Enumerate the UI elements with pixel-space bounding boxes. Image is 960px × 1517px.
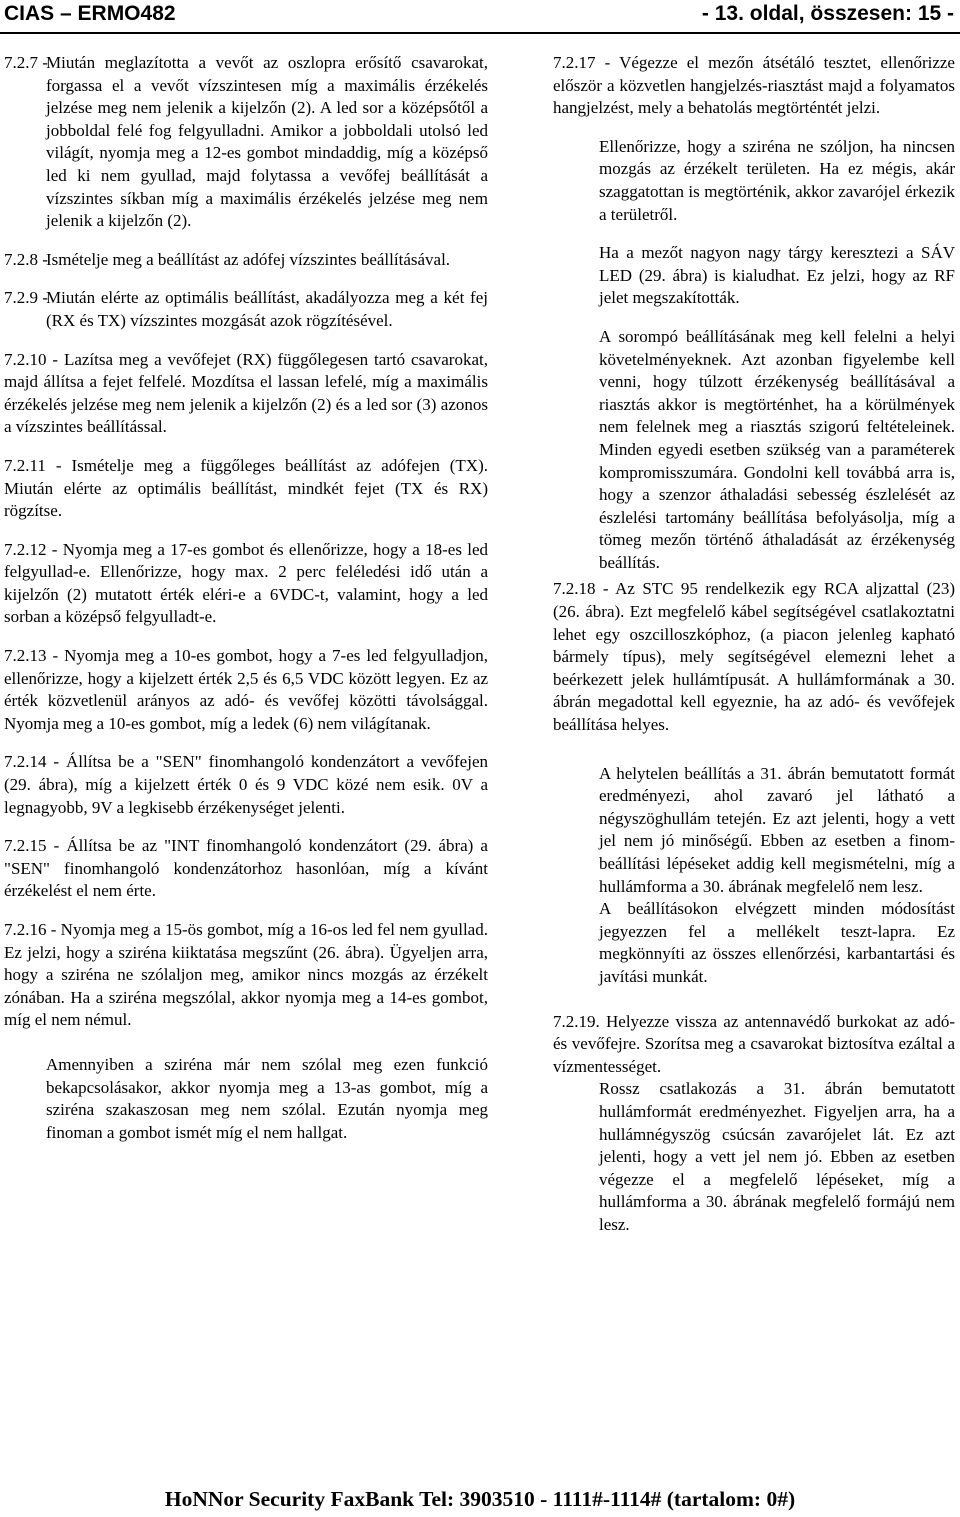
section-number: 7.2.18 - <box>553 579 616 599</box>
section-body: Állítsa be a "SEN" finomhangoló kondenzátort a vevőfejen (29. ábra), míg a kijelzett érték 0 és 9 VDC közé nem esik. 0V a legnagyobb, 9V a legkisebb érzékenységet jelenti. <box>4 752 488 817</box>
section-text: Miután elérte az optimális beállítást, akadályozza meg a két fej (RX és TX) vízszintes mozgását azok rögzítésével. <box>46 288 488 330</box>
section-number: 7.2.16 - <box>4 920 61 939</box>
section-number: 7.2.19. <box>553 1011 606 1031</box>
paragraph: A beállításokon elvégzett minden módosítást jegyezzen fel a mellékelt teszt-lapra. Ez megkönnyíti az összes ellenőrzési, karbantartási és javítási munkát. <box>599 899 955 986</box>
section-number: 7.2.17 - <box>553 53 620 72</box>
section-number: 7.2.8 - <box>4 249 53 269</box>
section-body: Állítsa be az "INT finomhangoló kondenzátort (29. ábra) a "SEN" finomhangoló kondenzátorhoz hasonlóan, míg a kívánt érzékelést el nem érte. <box>4 836 488 901</box>
paragraph: A helytelen beállítás a 31. ábrán bemutatott formát eredményezi, ahol zavaró jel látható a négyszöghullám tetején. Ez azt jelenti, hogy a vett jel nem jó minőségű. Ebben az esetben a finom-beállítási lépéseket addig kell megismételni, míg a hullámforma a 30. ábrának megfelelő nem lesz. <box>599 763 955 896</box>
section-text: Ismételje meg a beállítást az adófej vízszintes beállításával. <box>46 249 451 269</box>
section-body: Az STC 95 rendelkezik egy RCA aljzattal (23) (26. ábra). Ezt megfelelő kábel segítségével csatlakoztatni lehet egy oszcilloszkóphoz, (a piacon jelenleg kapható bármely típus), mely segítségével elemezni lehet a beérkezett jelek hullámtípusát. A hullámformának a 30. ábrán megadottal kell egyeznie, ha az adó- és vevőfejek beállítása helyes. <box>553 579 955 735</box>
section-7-2-11 <box>4 455 488 523</box>
section-text <box>4 539 488 629</box>
siren-paragraph: Amennyiben a sziréna már nem szólal meg ezen funkció bekapcsolásakor, akkor nyomja meg a 13-as gombot, míg a sziréna szakaszosan meg nem szólal. Ezután nyomja meg finoman a gombot ismét míg el nem hallgat. <box>46 1054 488 1142</box>
section-number: 7.2.15 - <box>4 836 67 856</box>
right-column <box>553 52 955 1253</box>
section-number: 7.2.12 - <box>4 539 63 559</box>
section-text <box>553 52 955 120</box>
section-body: Nyomja meg a 10-es gombot, hogy a 7-es led felgyulladjon, ellenőrizze, hogy a kijelzett érték 2,5 és 6,5 VDC között legyen. Ez az érték közvetlenül arányos az adó- és vevőfej közötti távolsággal. Nyomja meg a 10-es gombot, míg a ledek (6) nem világítanak. <box>4 646 488 733</box>
section-text <box>4 455 488 523</box>
section-text <box>4 919 488 1032</box>
section-body: Nyomja meg a 17-es gombot és ellenőrizze, hogy a 18-es led felgyullad-e. Ellenőrizze, hogy max. 2 perc feléledési idő után a kijelzőn (2) mutatott érték eléri-e a 6VDC-t, valamint, hogy a led sorban a középső felgyulladt-e. <box>4 539 488 627</box>
page-header <box>0 0 960 34</box>
paragraph: A sorompó beállításának meg kell felelni a helyi követelményeknek. Azt azonban figyelembe kell venni, hogy túlzott érzékenység beállításával a riasztás akkor is megtörténhet, ha a körülmények nem felelnek meg a riasztás szigorú feltételeinek. Minden egyedi esetben szükség van a paraméterek kompromisszumára. Gondolni kell továbbá arra is, hogy a szenzor áthaladási sebesség észlelését az észlelési tartomány beállítása befolyásolja, míg a tömeg mezőn történő áthaladását az érzékenység beállítás. <box>599 326 955 572</box>
section-7-2-19 <box>553 1011 955 1079</box>
section-number: 7.2.9 - <box>4 288 53 308</box>
section-7-2-13 <box>4 645 488 735</box>
section-text <box>553 578 955 736</box>
section-body: Lazítsa meg a vevőfejet (RX) függőlegesen tartó csavarokat, majd állítsa a fejet felfelé. Mozdítsa el lassan lefelé, míg a maximális érzékelés jelzése meg nem jelenik a kijelzőn (2) és a led sor (3) azonos a vízszintes beállítással. <box>4 349 488 437</box>
paragraph: Rossz csatlakozás a 31. ábrán bemutatott hullámformát eredményezhet. Figyeljen arra, ha a hullámnégyszög csúcsán zavarójelet lát. Ez azt jelenti, hogy a vett jel nem jó. Ebben az esetben végezze el a megfelelő lépéseket, míg a hullámforma a 30. ábrának megfelelő formájú nem lesz. <box>599 1079 955 1234</box>
section-7-2-10 <box>4 349 488 439</box>
section-text <box>4 645 488 735</box>
section-7-2-18 <box>553 578 955 736</box>
section-body: Nyomja meg a 15-ös gombot, míg a 16-os led fel nem gyullad. Ez jelzi, hogy a sziréna kiiktatása megszűnt (26. ábra). Ügyeljen arra, hogy a sziréna ne szólaljon meg, amikor nincs mozgás az érzékelt zónában. Ha a sziréna megszólal, akkor nyomja meg a 14-es gombot, míg el nem némul. <box>4 920 488 1030</box>
section-7-2-9 <box>4 287 488 332</box>
page-footer: HoNNor Security FaxBank Tel: 3903510 - 1111#-1114# (tartalom: 0#) <box>164 1487 796 1511</box>
section-body: Végezze el mezőn átsétáló tesztet, ellenőrizze először a közvetlen hangjelzés-riasztást majd a folyamatos hangjelzést, mely a behatolás megtörténtét jelzi. <box>553 53 955 118</box>
section-text <box>4 349 488 439</box>
section-7-2-17 <box>553 52 955 120</box>
section-7-2-15 <box>4 835 488 903</box>
paragraph: Ellenőrizze, hogy a sziréna ne szóljon, ha nincsen mozgás az érzékelt területen. Ha ez mégis, akár szaggatottan is megtörténik, akkor zavarójel érkezik a területről. <box>599 136 955 224</box>
document-title: CIAS – ERMO482 <box>4 2 176 25</box>
section-7-2-12 <box>4 539 488 629</box>
section-text <box>4 751 488 819</box>
section-number: 7.2.13 - <box>4 646 65 666</box>
section-text: Miután meglazította a vevőt az oszlopra erősítő csavarokat, forgassa el a vevőt vízszintesen míg a maximális érzékelés jelzése meg nem jelenik a kijelzőn (2). A led sor a középsőtől a jobboldal felé fog felgyulladni. Amikor a jobboldali utolsó led világít, nyomja meg a 12-es gombot mindaddig, míg a középső led ki nem gyullad, majd folytassa a vevőfej beállítását a vízszintes síkban míg a maximális érzékelés jelzése meg nem jelenik a kijelzőn (2). <box>46 53 488 231</box>
section-text <box>553 1011 955 1079</box>
section-7-2-7 <box>4 52 488 233</box>
section-number: 7.2.11 - <box>4 455 72 475</box>
section-number: 7.2.10 - <box>4 349 64 369</box>
section-number: 7.2.14 - <box>4 752 66 772</box>
section-body: Helyezze vissza az antennavédő burkokat az adó- és vevőfejre. Szorítsa meg a csavarokat biztosítva ezáltal a vízmentességet. <box>553 1011 955 1076</box>
section-7-2-16 <box>4 919 488 1032</box>
section-number: 7.2.7 - <box>4 53 53 72</box>
left-column <box>4 52 488 1160</box>
section-7-2-8 <box>4 249 488 272</box>
section-7-2-14 <box>4 751 488 819</box>
section-body: Ismételje meg a függőleges beállítást az adófejen (TX). Miután elérte az optimális beállítást, mindkét fejet (TX és RX) rögzítse. <box>4 455 488 521</box>
page-number: - 13. oldal, összesen: 15 - <box>701 2 954 25</box>
paragraph: Ha a mezőt nagyon nagy tárgy keresztezi a SÁV LED (29. ábra) is kialudhat. Ez jelzi, hogy az RF jelet megszakították. <box>599 243 955 308</box>
section-text <box>4 835 488 903</box>
